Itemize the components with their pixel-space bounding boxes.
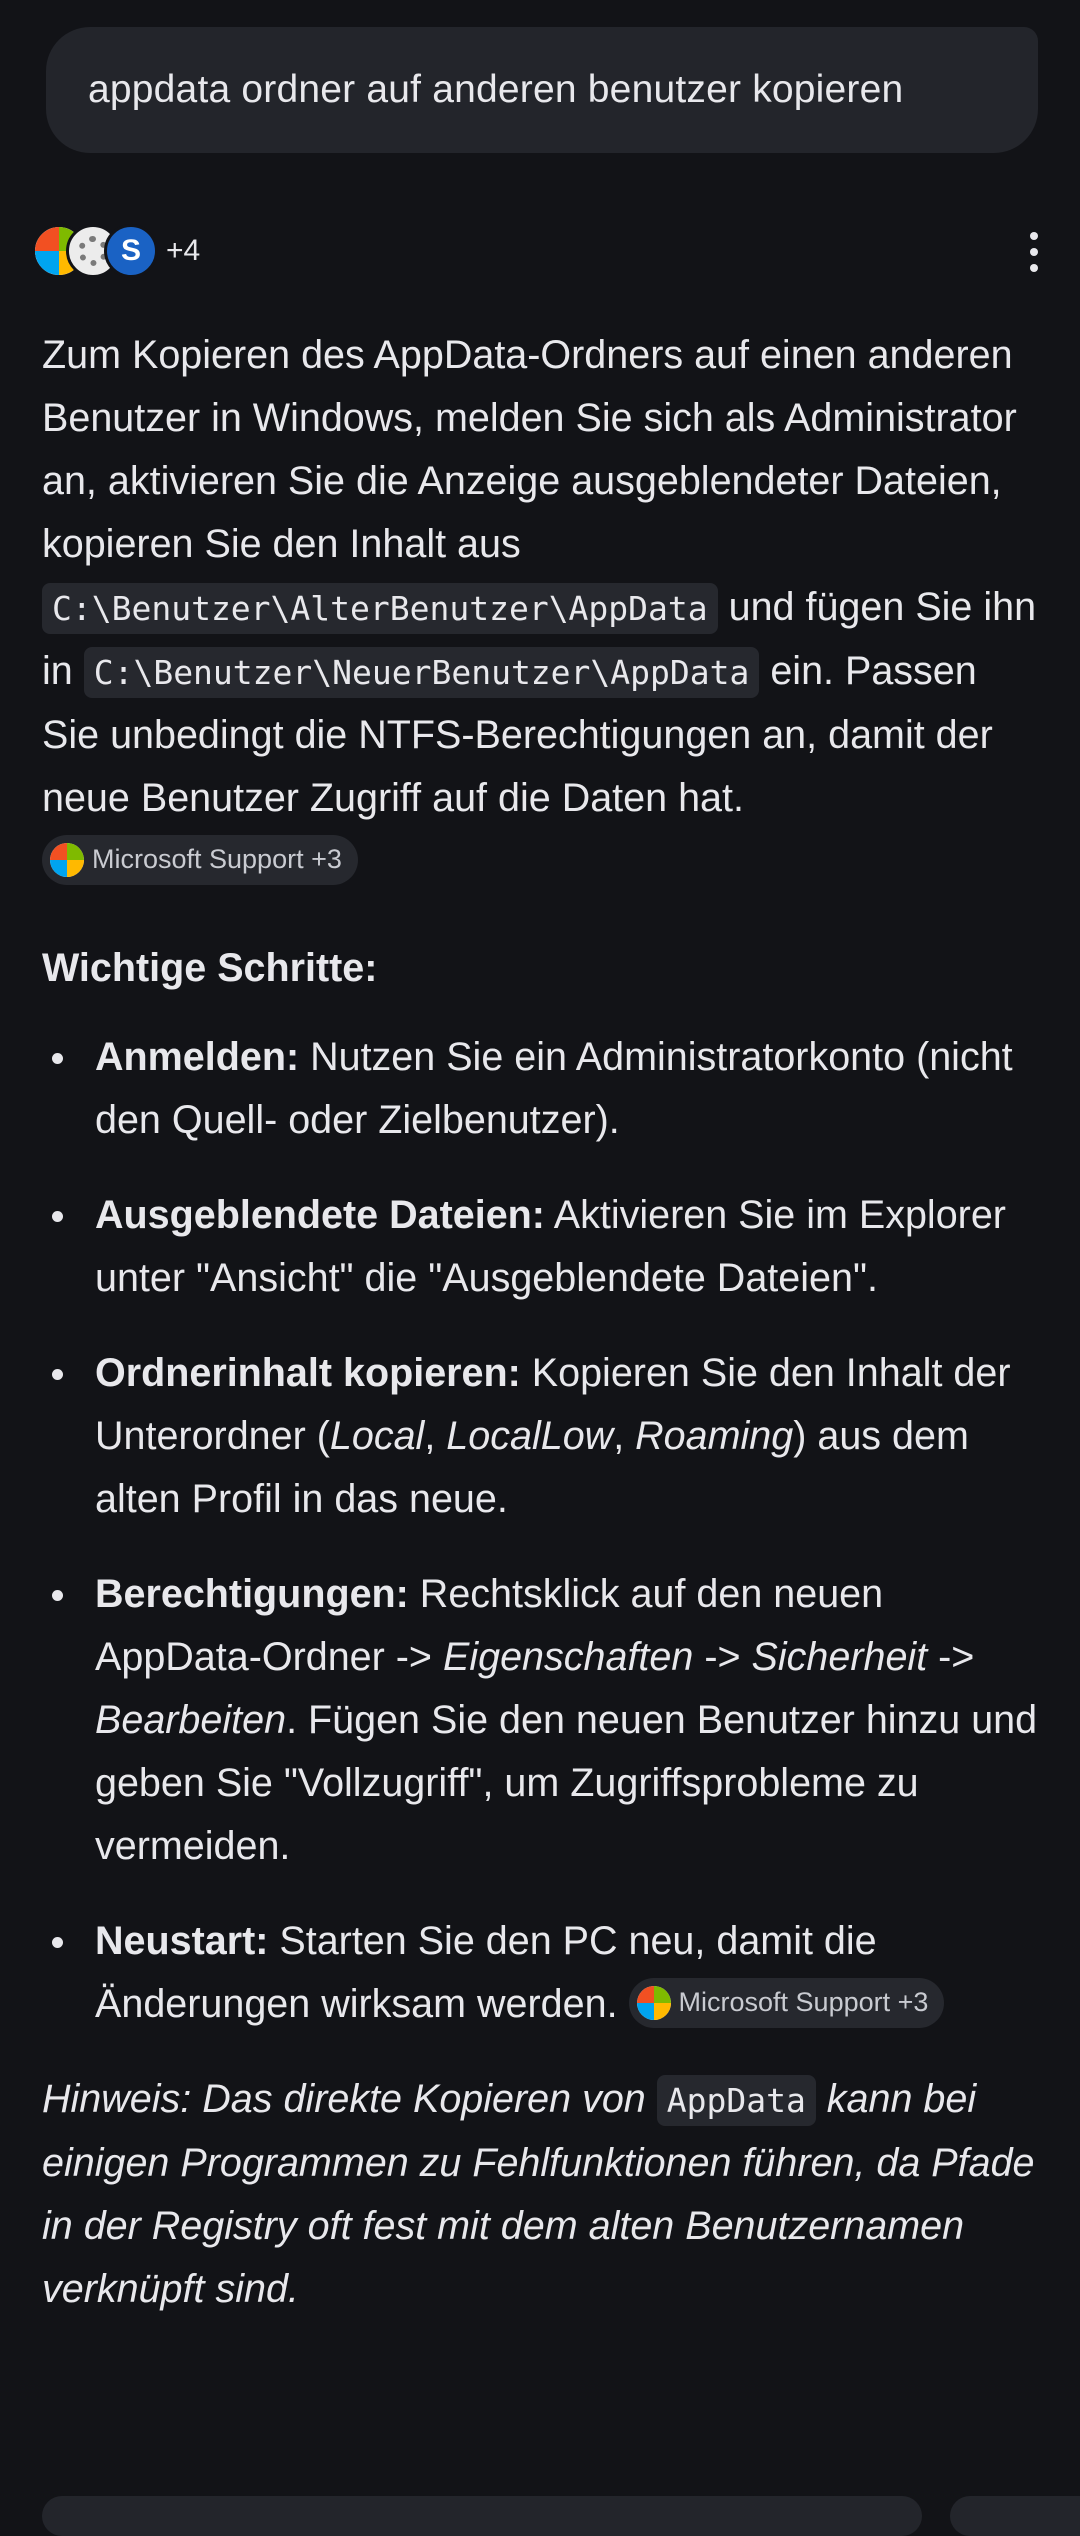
steps-heading: Wichtige Schritte:	[42, 946, 378, 990]
folder-roaming: Roaming	[635, 1414, 794, 1458]
bottom-action-button[interactable]	[950, 2496, 1080, 2536]
note-code: AppData	[657, 2075, 816, 2126]
more-options-icon[interactable]	[1024, 232, 1044, 272]
intro-text-3: ein. Passen Sie unbedingt die NTFS-Berechtigungen an, damit der neue Benutzer Zugriff auf die Daten hat.	[42, 649, 993, 820]
step-text: Nutzen Sie ein Administratorkonto (nicht den Quell- oder Zielbenutzer).	[95, 1035, 1013, 1142]
step-text: Rechtsklick auf den neuen AppData-Ordner ->	[95, 1572, 884, 1679]
menu-eigenschaften: Eigenschaften	[442, 1635, 694, 1679]
follow-up-input[interactable]	[42, 2496, 922, 2536]
microsoft-icon	[637, 1986, 671, 2020]
list-item	[42, 1342, 1042, 1531]
path-code-old: C:\Benutzer\AlterBenutzer\AppData	[42, 583, 718, 634]
source-chip[interactable]	[629, 1978, 945, 2028]
separator: ->	[693, 1635, 752, 1679]
list-item	[42, 1184, 1042, 1310]
folder-locallow: LocalLow	[446, 1414, 614, 1458]
menu-bearbeiten: Bearbeiten	[95, 1698, 287, 1742]
separator: ,	[424, 1414, 447, 1458]
sources-more-count[interactable]: +4	[166, 234, 201, 267]
step-text: Starten Sie den PC neu, damit die Änderungen wirksam werden.	[95, 1919, 877, 2026]
list-item	[42, 1563, 1042, 1878]
answer-intro	[42, 324, 1042, 893]
source-chip[interactable]	[42, 835, 358, 885]
list-item	[42, 1910, 1042, 2036]
step-text: ) aus dem alten Profil in das neue.	[95, 1414, 969, 1521]
step-title: Anmelden:	[95, 1035, 300, 1079]
separator: ,	[613, 1414, 636, 1458]
sources-row[interactable]	[32, 224, 1052, 286]
menu-sicherheit: Sicherheit	[751, 1635, 928, 1679]
step-title: Berechtigungen:	[95, 1572, 409, 1616]
folder-local: Local	[329, 1414, 425, 1458]
step-title: Neustart:	[95, 1919, 269, 1963]
path-code-new: C:\Benutzer\NeuerBenutzer\AppData	[84, 647, 760, 698]
steps-list	[42, 1026, 1042, 2036]
user-query-bubble[interactable]	[46, 27, 1038, 153]
note-paragraph	[42, 2068, 1042, 2321]
step-title: Ordnerinhalt kopieren:	[95, 1351, 521, 1395]
step-text: . Fügen Sie den neuen Benutzer hinzu und geben Sie "Vollzugriff", um Zugriffsprobleme zu vermeiden.	[95, 1698, 1038, 1868]
note-text-1: Hinweis: Das direkte Kopieren von	[42, 2077, 657, 2121]
note-text-2: kann bei einigen Programmen zu Fehlfunktionen führen, da Pfade in der Registry oft fest mit dem alten Benutzernamen verknüpft sind.	[42, 2077, 1035, 2311]
intro-text-2: und fügen Sie ihn in	[42, 585, 1037, 693]
microsoft-icon	[50, 843, 84, 877]
ai-answer	[42, 324, 1042, 2321]
list-item	[42, 1026, 1042, 1152]
source-chip-label: Microsoft Support +3	[678, 1987, 929, 2018]
user-query-text: appdata ordner auf anderen benutzer kopieren	[88, 68, 904, 111]
separator: ->	[927, 1635, 975, 1679]
intro-text-1: Zum Kopieren des AppData-Ordners auf einen anderen Benutzer in Windows, melden Sie sich als Administrator an, aktivieren Sie die Anzeige ausgeblendeter Dateien, kopieren Sie den Inhalt aus	[42, 333, 1017, 566]
source-chip-label: Microsoft Support +3	[92, 844, 342, 875]
s-site-icon[interactable]: S	[104, 224, 158, 278]
step-text: Kopieren Sie den Inhalt der Unterordner (	[95, 1351, 1011, 1458]
step-text: Aktivieren Sie im Explorer unter "Ansicht" die "Ausgeblendete Dateien".	[95, 1193, 1006, 1300]
step-title: Ausgeblendete Dateien:	[95, 1193, 545, 1237]
